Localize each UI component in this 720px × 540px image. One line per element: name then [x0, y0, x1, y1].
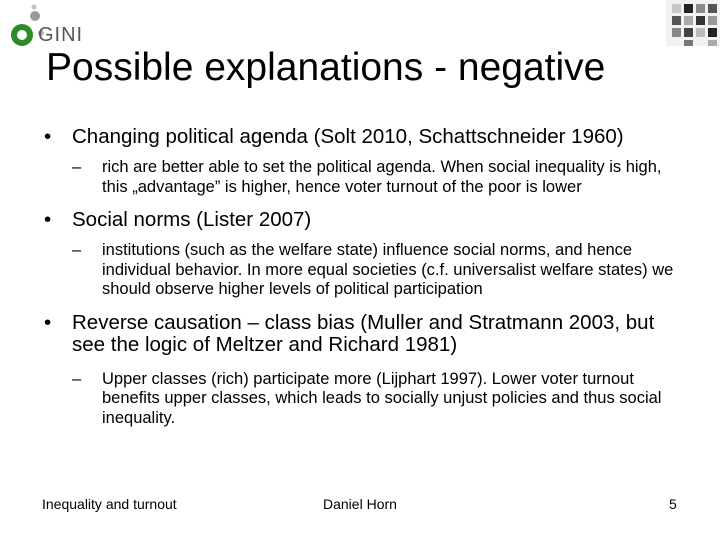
bullet-3 — [0, 312, 672, 356]
dash-marker: – — [72, 158, 82, 176]
bullet-marker: • — [44, 310, 52, 334]
page-number: 5 — [669, 496, 677, 512]
slide-content — [0, 126, 720, 428]
bullet-1-text: Changing political agenda (Solt 2010, Schattschneider 1960) — [72, 125, 624, 148]
sub-bullet-1-text: rich are better able to set the political agenda. When social inequality is high, this „advantage” is higher, hence voter turnout of the poor is lower — [102, 158, 662, 196]
sub-bullet-3 — [0, 370, 682, 429]
bullet-3-text: Reverse causation – class bias (Muller and Stratmann 2003, but see the logic of Meltzer and Richard 1981) — [72, 310, 655, 356]
footer-center: Daniel Horn — [323, 496, 397, 512]
footer-left: Inequality and turnout — [42, 496, 177, 512]
bullet-2-text: Social norms (Lister 2007) — [72, 208, 312, 231]
dash-marker: – — [72, 241, 82, 259]
sub-bullet-2 — [0, 241, 682, 300]
bullet-2 — [0, 209, 672, 231]
pixel-pattern-icon — [666, 0, 720, 46]
bullet-1 — [0, 126, 672, 148]
dash-marker: – — [72, 369, 82, 388]
bullet-marker: • — [44, 125, 52, 148]
sub-bullet-2-text: institutions (such as the welfare state) influence social norms, and hence individual behavior. In more equal societies (c.f. universalist welfare states) we should observe higher levels of political participation — [102, 241, 674, 298]
sub-bullet-1 — [0, 158, 682, 197]
slide-title: Possible explanations - negative — [46, 46, 606, 89]
gini-logo-text: GINI — [38, 24, 84, 46]
sub-bullet-3-text: Upper classes (rich) participate more (Lijphart 1997). Lower voter turnout benefits upper classes, which leads to socially unjust policies and thus social inequality. — [102, 369, 662, 427]
bullet-marker: • — [44, 208, 52, 231]
